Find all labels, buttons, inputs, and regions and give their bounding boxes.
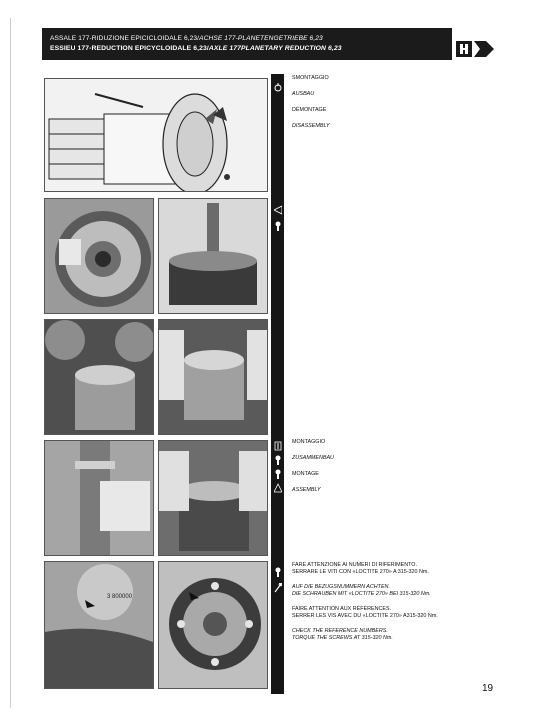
instruction-fr-line-2: SERRER LES VIS AVEC DU «LOCTITE 270» A315-320 Nm. [292, 613, 438, 620]
instruction-en [292, 628, 393, 643]
screw-icon [274, 466, 282, 476]
photo-planet-gears-2 [158, 319, 268, 435]
caution-icon [274, 480, 282, 490]
photo-reference-numbers [44, 561, 154, 689]
instruction-de-line-2: DIE SCHRAUBEN MIT «LOCTITE 270» BEI 315-320 Nm. [292, 591, 431, 598]
page-number: 19 [482, 683, 494, 694]
header-line-2: ESSIEU 177-REDUCTION EPICYCLOIDALE 6,23/AXLE 177PLANETARY REDUCTION 6,23 [50, 45, 342, 52]
photo-hub-disassembly [44, 78, 268, 192]
photo-torque-screws [158, 561, 268, 689]
photo-install-shaft [44, 440, 154, 556]
instruction-it-line-2: SERRARE LE VITI CON «LOCTITE 270» A 315-320 Nm. [292, 569, 429, 576]
photo-marking: 3 800000 [107, 594, 133, 600]
page-edge [10, 18, 11, 708]
disassembly-label-de: AUSBAU [292, 91, 315, 97]
instruction-it-line-1: FARE ATTENZIONE AI NUMERI DI RIFERIMENTO. [292, 562, 417, 568]
assembly-label-en: ASSEMBLY [292, 487, 321, 493]
screw-icon [274, 218, 282, 228]
screw-icon [274, 452, 282, 462]
assembly-label-it: MONTAGGIO [292, 439, 326, 445]
remove-icon [274, 80, 282, 90]
disassembly-label-en: DISASSEMBLY [292, 123, 330, 129]
header-line-1: ASSALE 177-RIDUZIONE EPICICLOIDALE 6,23/ACHSE 177-PLANETENGETRIEBE 6,23 [50, 35, 323, 42]
assembly-label-de: ZUSAMMENBAU [292, 455, 334, 461]
section-sidebar [271, 74, 284, 694]
instruction-de [292, 584, 431, 599]
disassembly-label-fr: DÉMONTAGE [292, 107, 327, 113]
wrench-icon [274, 202, 282, 212]
install-icon [274, 438, 282, 448]
photo-shaft-carrier [158, 198, 268, 314]
photo-install-gear [158, 440, 268, 556]
instruction-en-line-2: TORQUE THE SCREWS AT 315-320 Nm. [292, 635, 393, 642]
photo-planet-gears-1 [44, 319, 154, 435]
instruction-fr [292, 606, 438, 621]
photo-planet-carrier [44, 198, 154, 314]
instruction-it [292, 562, 429, 577]
screw-icon [274, 564, 282, 574]
instruction-en-line-1: CHECK THE REFERENCE NUMBERS. [292, 628, 388, 634]
brand-logo [456, 40, 494, 58]
page-header [42, 28, 452, 60]
instruction-fr-line-1: FAIRE ATTENTION AUX RÉFÉRENCES. [292, 606, 392, 612]
disassembly-label-it: SMONTAGGIO [292, 75, 329, 81]
instruction-de-line-1: AUF DIE BEZUGSNUMMERN ACHTEN. [292, 584, 390, 590]
assembly-label-fr: MONTAGE [292, 471, 319, 477]
torque-wrench-icon [274, 580, 282, 590]
